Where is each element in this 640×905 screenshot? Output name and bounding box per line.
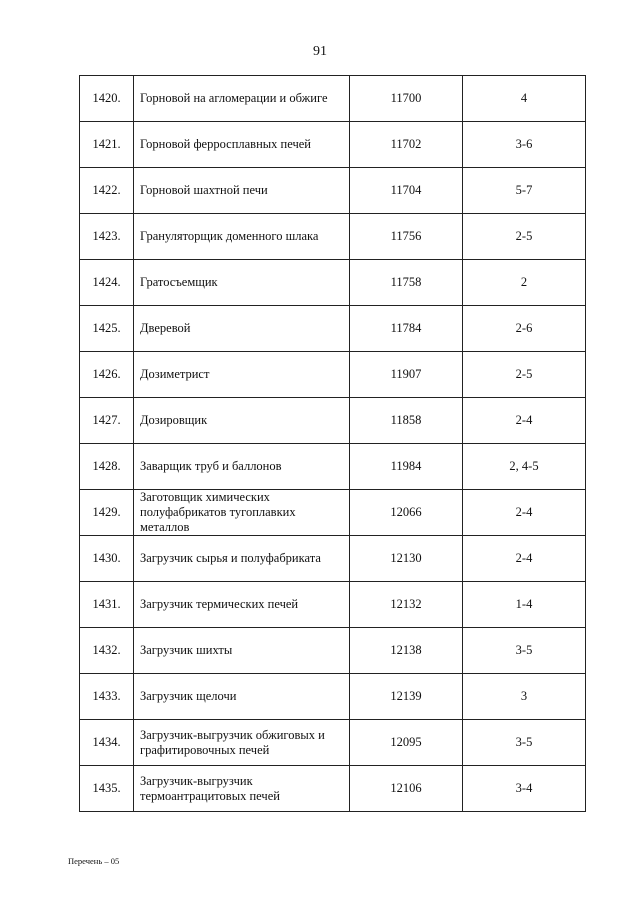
profession-name-cell: Грануляторщик доменного шлака [134,214,350,260]
table-body [80,76,586,812]
professions-table [79,75,586,812]
row-number-cell: 1433. [80,674,134,720]
row-number-cell: 1424. [80,260,134,306]
profession-name-cell: Дозировщик [134,398,350,444]
table-row [80,582,586,628]
row-number-cell: 1423. [80,214,134,260]
profession-code-cell: 11700 [350,76,463,122]
profession-name-cell: Заварщик труб и баллонов [134,444,350,490]
grade-range-cell: 4 [463,76,586,122]
grade-range-cell: 2 [463,260,586,306]
profession-code-cell: 12138 [350,628,463,674]
profession-code-cell: 12132 [350,582,463,628]
profession-code-cell: 11756 [350,214,463,260]
row-number-cell: 1432. [80,628,134,674]
profession-code-cell: 11984 [350,444,463,490]
profession-name-cell: Загрузчик шихты [134,628,350,674]
row-number-cell: 1428. [80,444,134,490]
page-number: 91 [313,44,327,59]
grade-range-cell: 5-7 [463,168,586,214]
grade-range-cell: 3 [463,674,586,720]
grade-range-cell: 2-5 [463,352,586,398]
profession-code-cell: 11907 [350,352,463,398]
row-number-cell: 1430. [80,536,134,582]
grade-range-cell: 3-4 [463,766,586,812]
row-number-cell: 1421. [80,122,134,168]
profession-name-cell: Загрузчик-выгрузчик обжиговых и графитировочных печей [134,720,350,766]
profession-code-cell: 12095 [350,720,463,766]
profession-name-cell: Заготовщик химических полуфабрикатов тугоплавких металлов [134,490,350,536]
profession-name-cell: Гратосъемщик [134,260,350,306]
grade-range-cell: 2-5 [463,214,586,260]
row-number-cell: 1426. [80,352,134,398]
table-row [80,444,586,490]
profession-name-cell: Горновой шахтной печи [134,168,350,214]
table-row [80,352,586,398]
profession-code-cell: 11858 [350,398,463,444]
row-number-cell: 1420. [80,76,134,122]
row-number-cell: 1422. [80,168,134,214]
row-number-cell: 1427. [80,398,134,444]
profession-name-cell: Загрузчик-выгрузчик термоантрацитовых печей [134,766,350,812]
profession-name-cell: Горновой на агломерации и обжиге [134,76,350,122]
grade-range-cell: 3-6 [463,122,586,168]
grade-range-cell: 2-4 [463,398,586,444]
table-row [80,76,586,122]
profession-name-cell: Дверевой [134,306,350,352]
row-number-cell: 1435. [80,766,134,812]
profession-code-cell: 12130 [350,536,463,582]
grade-range-cell: 2-4 [463,490,586,536]
profession-name-cell: Дозиметрист [134,352,350,398]
table-row [80,490,586,536]
profession-name-cell: Загрузчик термических печей [134,582,350,628]
table-row [80,766,586,812]
profession-code-cell: 12106 [350,766,463,812]
grade-range-cell: 2-6 [463,306,586,352]
profession-code-cell: 12066 [350,490,463,536]
profession-code-cell: 11784 [350,306,463,352]
table-row [80,628,586,674]
table-row [80,122,586,168]
grade-range-cell: 2-4 [463,536,586,582]
table-row [80,674,586,720]
table-row [80,260,586,306]
table-row [80,214,586,260]
profession-code-cell: 11702 [350,122,463,168]
profession-name-cell: Загрузчик сырья и полуфабриката [134,536,350,582]
grade-range-cell: 2, 4-5 [463,444,586,490]
row-number-cell: 1425. [80,306,134,352]
table-row [80,306,586,352]
grade-range-cell: 3-5 [463,720,586,766]
row-number-cell: 1434. [80,720,134,766]
profession-name-cell: Горновой ферросплавных печей [134,122,350,168]
row-number-cell: 1431. [80,582,134,628]
table-row [80,720,586,766]
row-number-cell: 1429. [80,490,134,536]
profession-name-cell: Загрузчик щелочи [134,674,350,720]
profession-code-cell: 11704 [350,168,463,214]
table-row [80,536,586,582]
page-footer: Перечень – 05 [68,856,120,866]
table-row [80,168,586,214]
table-row [80,398,586,444]
profession-code-cell: 12139 [350,674,463,720]
grade-range-cell: 1-4 [463,582,586,628]
profession-code-cell: 11758 [350,260,463,306]
grade-range-cell: 3-5 [463,628,586,674]
